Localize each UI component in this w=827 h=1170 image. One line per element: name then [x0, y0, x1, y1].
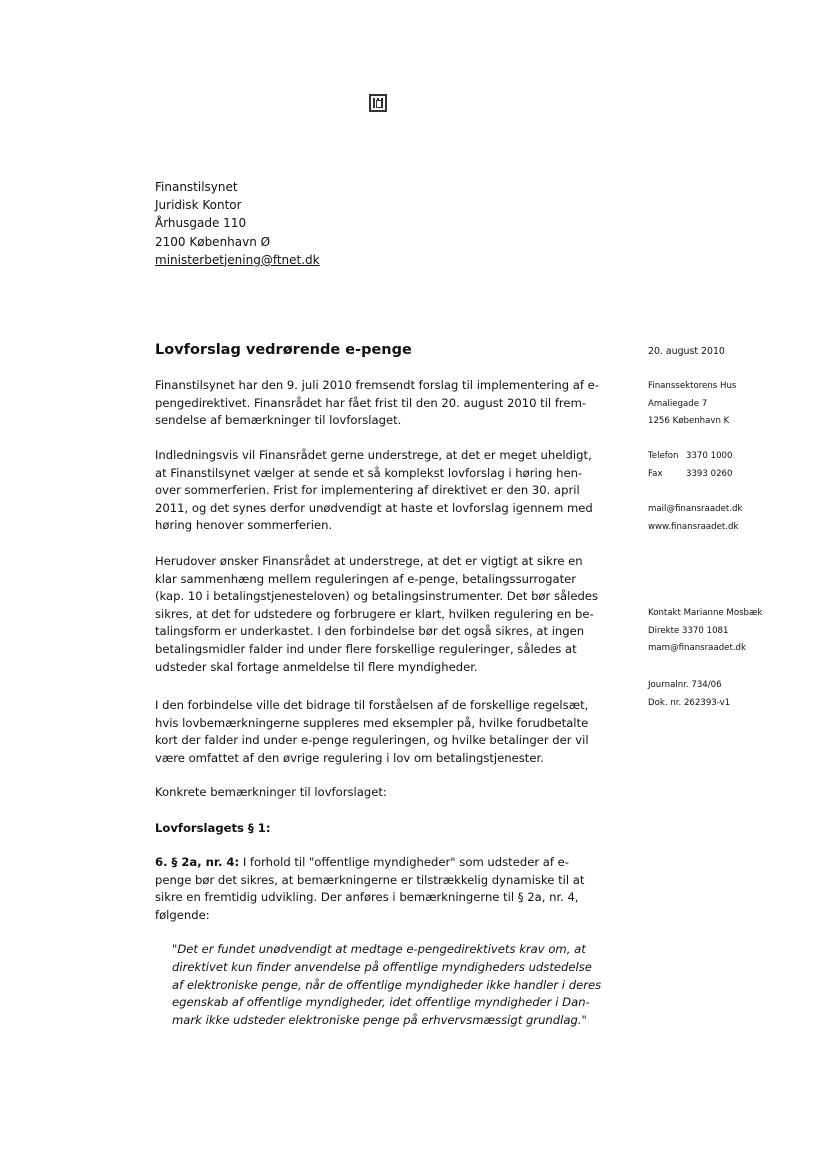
contact-info: [648, 605, 762, 658]
section-heading: Lovforslagets § 1:: [155, 821, 271, 835]
sender-phone: Telefon 3370 1000: [648, 451, 733, 461]
journal-number: Journalnr. 734/06: [648, 680, 722, 690]
paragraph-coherence: Herudover ønsker Finansrådet at understrege, at det er vigtigt at sikre en klar sammenhæng mellem reguleringen af e-penge, betalingssurrogater (kap. 10 i betalingstjenesteloven) og betalingsinstrumenter. Det bør således sikres, at det for udstedere og forbrugere er klart, hvilken regulering en be- talingsform er underkastet. I den forbindelse bør det også sikres, at ingen betalingsmidler falder ind under flere forskellige reguleringer, således at udsteder skal fortage anmeldelse til flere myndigheder.: [155, 554, 599, 674]
finansraadet-logo: [369, 94, 387, 112]
sender-online: [648, 501, 742, 536]
sender-street: Amaliegade 7: [648, 398, 708, 409]
paragraph-specific-remarks: Konkrete bemærkninger til lovforslaget:: [155, 785, 387, 799]
recipient-name: Finanstilsynet: [155, 180, 238, 194]
recipient-email-link[interactable]: ministerbetjening@ftnet.dk: [155, 252, 320, 267]
reference-info: [648, 677, 730, 712]
letter-date: 20. august 2010: [648, 346, 725, 357]
paragraph-intro: Finanstilsynet har den 9. juli 2010 fremsendt forslag til implementering af e- pengedirektivet. Finansrådet har fået frist til den 20. august 2010 til frem- sendelse af bemærkninger til lovforslaget.: [155, 378, 599, 428]
contact-direct-phone: Direkte 3370 1081: [648, 625, 729, 636]
sender-fax: Fax 3393 0260: [648, 468, 733, 479]
recipient-city: 2100 København Ø: [155, 234, 271, 249]
sender-email-link[interactable]: mail@finansraadet.dk: [648, 504, 743, 514]
document-number: Dok. nr. 262393-v1: [648, 697, 731, 708]
sender-phone-fax: [648, 448, 732, 483]
paragraph-examples: I den forbindelse ville det bidrage til forståelsen af de forskellige regelsæt, hvis lovbemærkningerne suppleres med eksempler på, hvilke forudbetalte kort der falder ind under e-penge reguleringen, og hvilke betalinger der vil være omfattet af den øvrige regulering i lov om betalingstjenester.: [155, 698, 589, 765]
letter-title: Lovforslag vedrørende e-penge: [155, 342, 412, 358]
sender-city: 1256 København K: [648, 416, 730, 426]
recipient-street: Århusgade 110: [155, 216, 247, 231]
sender-address: [648, 378, 736, 431]
section-ref: 6. § 2a, nr. 4:: [155, 855, 240, 869]
paragraph-timing: Indledningsvis vil Finansrådet gerne understrege, at det er meget uheldigt, at Finanstilsynet vælger at sende et så komplekst lovforslag i høring hen- over sommerferien. Frist for implementering af direktivet er den 30. april 2011, og det synes derfor unødvendigt at haste et lovforslag igennem med høring henover sommerferien.: [155, 448, 593, 533]
contact-person: Kontakt Marianne Mosbæk: [648, 608, 763, 618]
contact-email-link[interactable]: mam@finansraadet.dk: [648, 643, 746, 653]
sender-web-link[interactable]: www.finansraadet.dk: [648, 521, 739, 532]
quoted-remarks: "Det er fundet unødvendigt at medtage e-pengedirektivets krav om, at direktivet kun finder anvendelse på offentlige myndigheders udstedelse af elektroniske penge, når de offentlige myndigheder ikke handler i deres egenskab af offentlige myndigheder, idet offentlige myndigheder i Dan- mark ikke udsteder elektroniske penge på erhvervsmæssigt grundlag.": [172, 942, 602, 1028]
recipient-address: [155, 178, 320, 269]
paragraph-section-2a: 6. § 2a, nr. 4: I forhold til "offentlige myndigheder" som udsteder af e- penge bør det sikres, at bemærkningerne er tilstrækkelig dynamiske til at sikre en fremtidig udvikling. Der anføres i bemærkningerne til § 2a, nr. 4, følgende:: [155, 855, 585, 922]
recipient-department: Juridisk Kontor: [155, 198, 242, 213]
sender-org: Finanssektorens Hus: [648, 381, 737, 391]
